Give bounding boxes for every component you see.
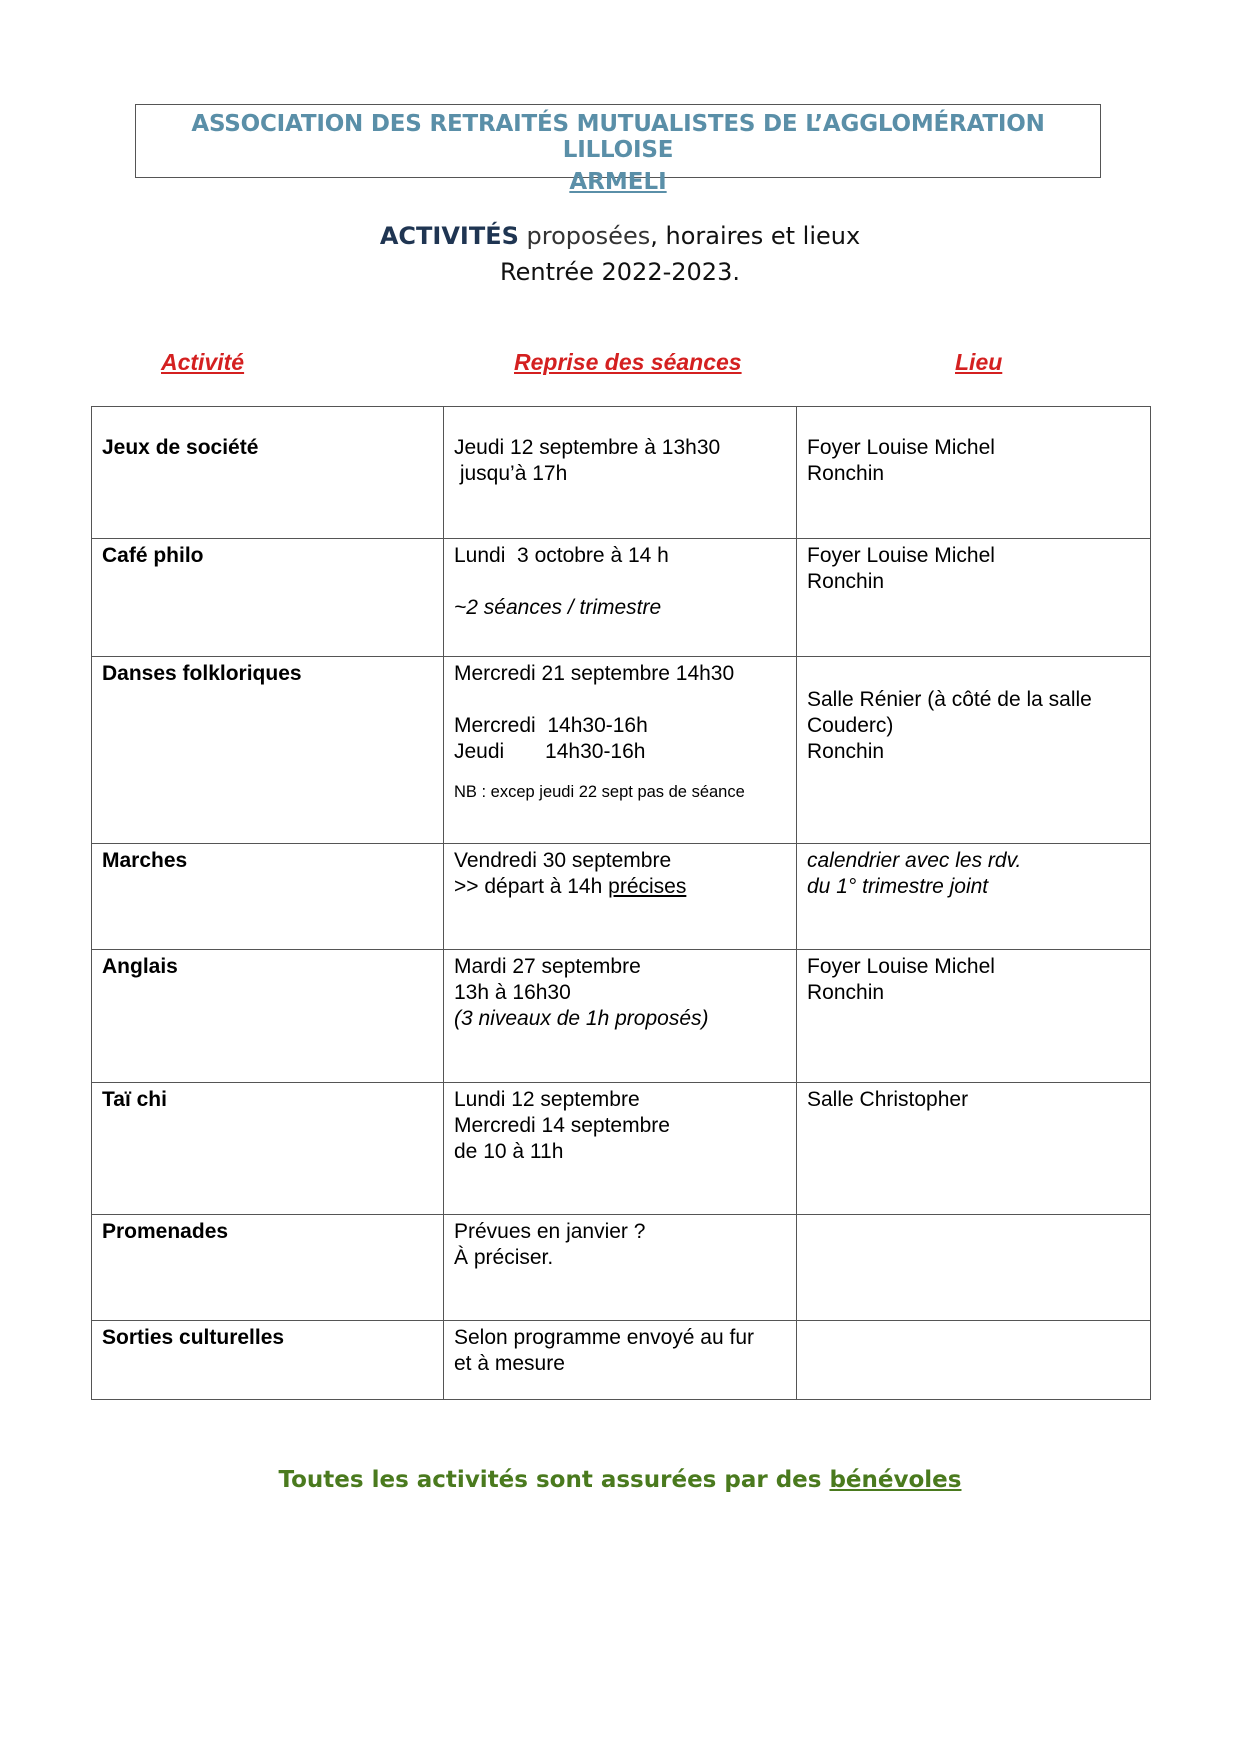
- volunteers-text: Toutes les activités sont assurées par des: [278, 1467, 830, 1493]
- volunteers-word: bénévoles: [829, 1467, 962, 1493]
- volunteers-note: [0, 1467, 1240, 1493]
- column-header-place: Lieu: [955, 349, 1003, 375]
- column-header-resumption: Reprise des séances: [514, 349, 742, 375]
- resumption-note: NB : excep jeudi 22 sept pas de séance: [454, 783, 745, 801]
- column-header-activity: Activité: [161, 349, 245, 375]
- table-row: [92, 1321, 1151, 1400]
- subtitle-proposed: proposées: [518, 222, 651, 250]
- resumption-cell: [444, 1215, 797, 1321]
- departure-text: >> départ à 14h: [454, 875, 609, 898]
- place-line: Salle Christopher: [807, 1088, 969, 1111]
- place-cell: [797, 950, 1151, 1083]
- subtitle-season: Rentrée 2022-2023.: [500, 258, 740, 286]
- resumption-cell: [444, 1321, 797, 1400]
- place-line: Ronchin: [807, 740, 885, 763]
- activity-cell: Café philo: [92, 539, 444, 657]
- activity-cell: Anglais: [92, 950, 444, 1083]
- resumption-line: Mardi 27 septembre: [454, 955, 641, 978]
- place-cell: [797, 1083, 1151, 1215]
- resumption-line: Prévues en janvier ?: [454, 1220, 646, 1243]
- activity-cell: Taï chi: [92, 1083, 444, 1215]
- place-line: Ronchin: [807, 570, 885, 593]
- place-line: Couderc): [807, 714, 894, 737]
- resumption-line: Lundi 3 octobre à 14 h: [454, 544, 669, 567]
- place-cell: [797, 844, 1151, 950]
- place-line: Ronchin: [807, 981, 885, 1004]
- place-cell: [797, 1215, 1151, 1321]
- activity-cell: Promenades: [92, 1215, 444, 1321]
- document-subtitle: [0, 218, 1240, 290]
- resumption-line: Selon programme envoyé au fur: [454, 1326, 754, 1349]
- place-cell: [797, 657, 1151, 844]
- table-row: [92, 844, 1151, 950]
- resumption-line: Vendredi 30 septembre: [454, 849, 672, 872]
- resumption-line: Jeudi 12 septembre à 13h30: [454, 436, 721, 459]
- resumption-line: À préciser.: [454, 1246, 554, 1269]
- activity-cell: Marches: [92, 844, 444, 950]
- activity-cell: Danses folkloriques: [92, 657, 444, 844]
- resumption-line: de 10 à 11h: [454, 1140, 564, 1163]
- table-row: [92, 950, 1151, 1083]
- resumption-line: et à mesure: [454, 1352, 565, 1375]
- resumption-line: 13h à 16h30: [454, 981, 571, 1004]
- place-line: Foyer Louise Michel: [807, 436, 995, 459]
- schedule-line: Jeudi 14h30-16h: [454, 740, 646, 763]
- resumption-cell: [444, 1083, 797, 1215]
- table-row: [92, 539, 1151, 657]
- resumption-note: (3 niveaux de 1h proposés): [454, 1007, 709, 1030]
- resumption-line: jusqu’à 17h: [454, 462, 568, 485]
- place-line: Ronchin: [807, 462, 885, 485]
- place-line: Foyer Louise Michel: [807, 544, 995, 567]
- place-cell: [797, 539, 1151, 657]
- resumption-cell: [444, 950, 797, 1083]
- activities-table: [91, 406, 1151, 1400]
- schedule-line: Mercredi 14h30-16h: [454, 714, 648, 737]
- resumption-line: Mercredi 21 septembre 14h30: [454, 662, 735, 685]
- subtitle-rest: , horaires et lieux: [650, 222, 861, 250]
- table-row: [92, 657, 1151, 844]
- resumption-cell: [444, 657, 797, 844]
- resumption-line: Mercredi 14 septembre: [454, 1114, 670, 1137]
- place-cell: [797, 1321, 1151, 1400]
- place-line: calendrier avec les rdv.: [807, 849, 1022, 872]
- place-cell: [797, 407, 1151, 539]
- place-line: du 1° trimestre joint: [807, 875, 989, 898]
- association-acronym: ARMELI: [569, 169, 667, 195]
- table-row: [92, 407, 1151, 539]
- association-title: ASSOCIATION DES RETRAITÉS MUTUALISTES DE L’AGGLOMÉRATION LILLOISE: [191, 111, 1045, 163]
- resumption-cell: [444, 407, 797, 539]
- departure-precise: précises: [608, 875, 687, 898]
- resumption-cell: [444, 539, 797, 657]
- activity-cell: Sorties culturelles: [92, 1321, 444, 1400]
- place-line: Foyer Louise Michel: [807, 955, 995, 978]
- resumption-line: Lundi 12 septembre: [454, 1088, 640, 1111]
- resumption-cell: [444, 844, 797, 950]
- departure-line: [454, 874, 786, 900]
- activity-cell: Jeux de société: [92, 407, 444, 539]
- subtitle-activities: ACTIVITÉS: [379, 222, 519, 250]
- place-line: Salle Rénier (à côté de la salle: [807, 688, 1092, 711]
- table-row: [92, 1215, 1151, 1321]
- table-row: [92, 1083, 1151, 1215]
- resumption-note: ~2 séances / trimestre: [454, 596, 662, 619]
- association-header: [135, 104, 1101, 195]
